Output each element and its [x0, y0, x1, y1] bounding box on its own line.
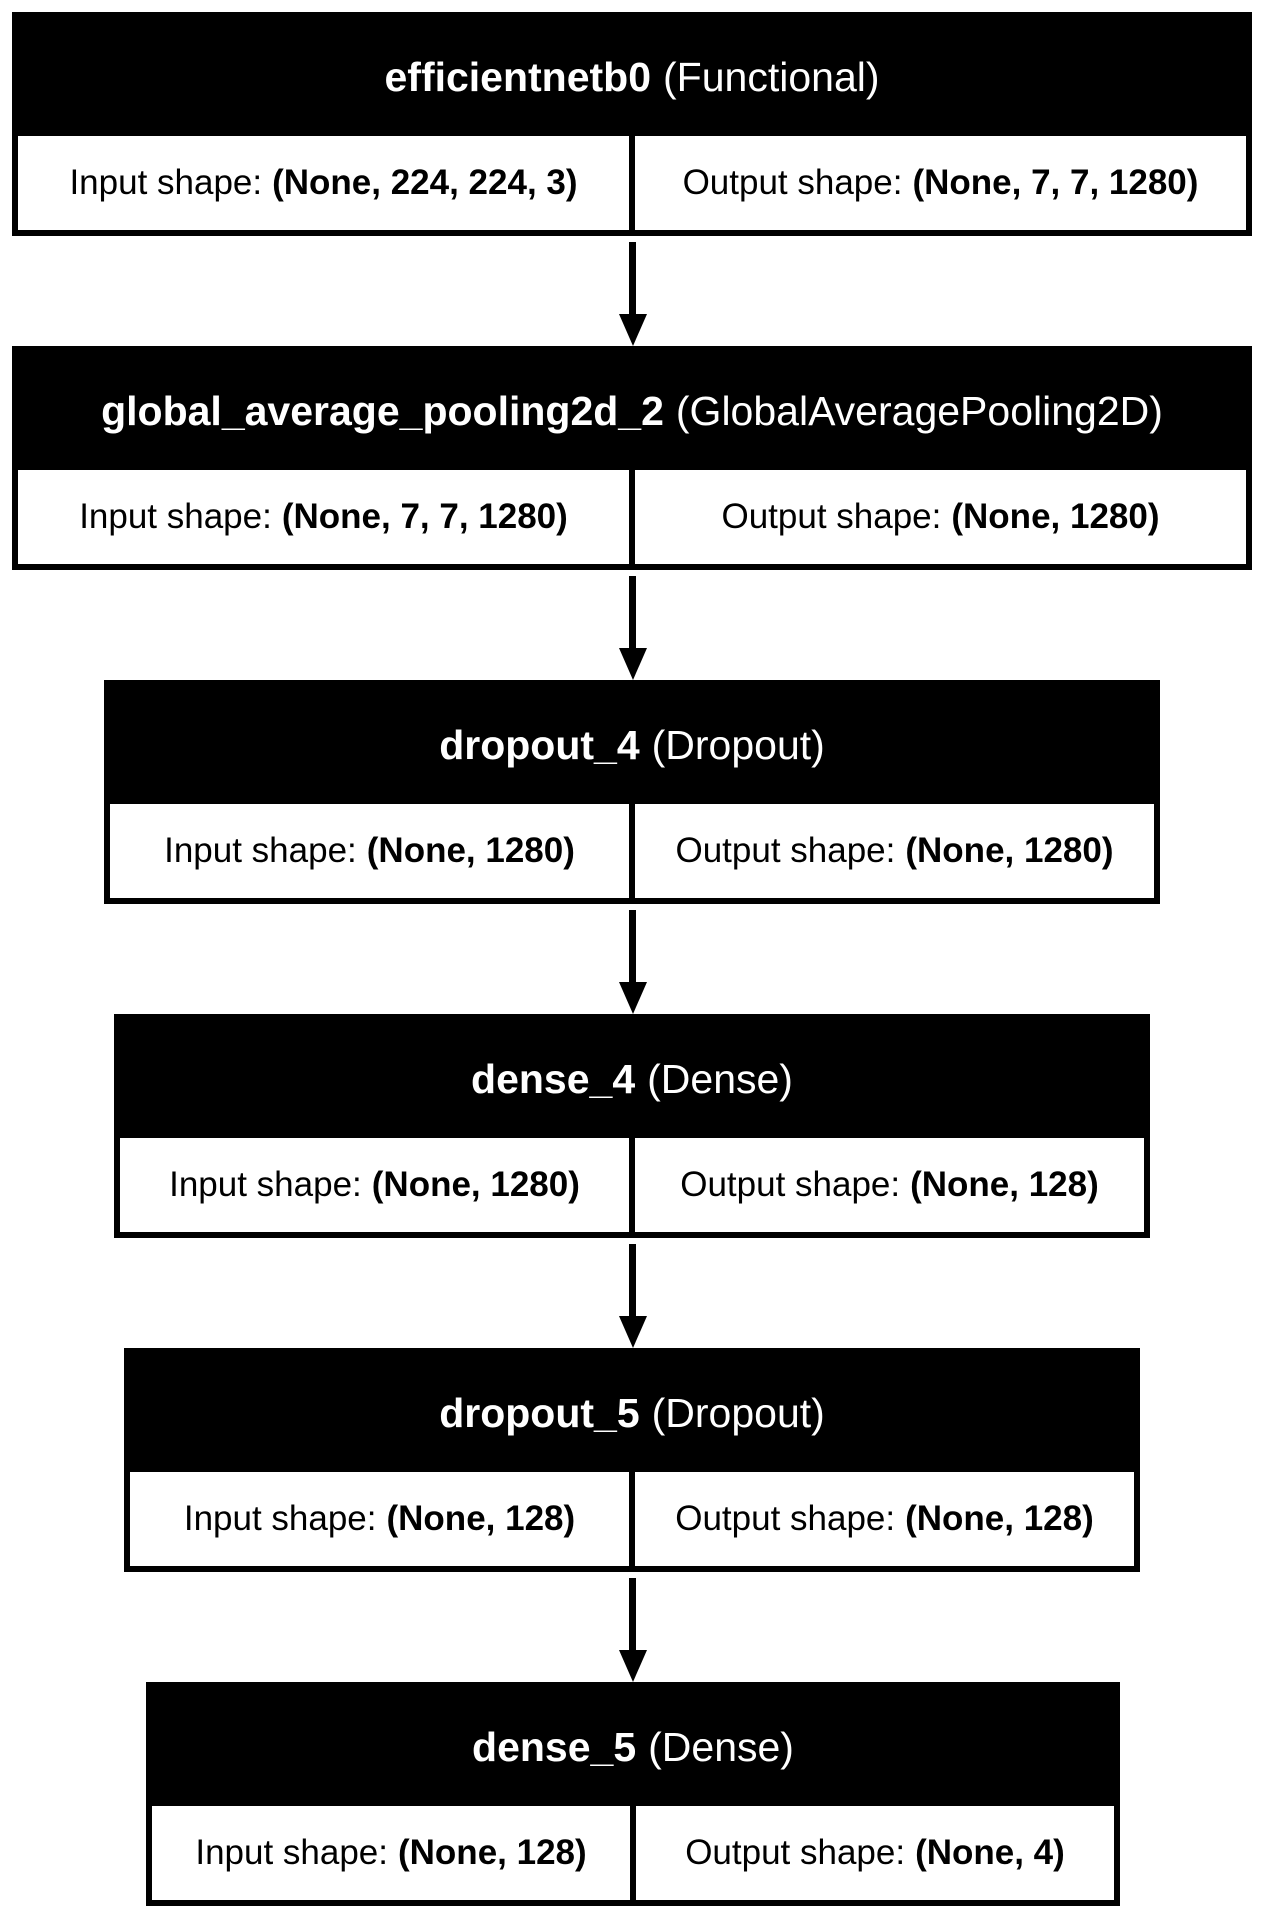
layer-node-efficientnetb0	[12, 12, 1252, 236]
output-shape-label: Output shape:	[675, 1499, 896, 1538]
output-shape-label: Output shape:	[685, 1833, 906, 1872]
layer-type: (Dense)	[647, 1055, 793, 1102]
output-shape-value: (None, 7, 7, 1280)	[912, 163, 1199, 202]
output-shape-label: Output shape:	[675, 831, 896, 870]
input-shape-value: (None, 1280)	[366, 831, 575, 870]
input-shape-cell	[110, 804, 629, 898]
output-shape-cell	[635, 804, 1154, 898]
layer-shapes-row	[120, 1138, 1144, 1232]
connector-line	[629, 242, 636, 316]
layer-node-dropout-4	[104, 680, 1160, 904]
layer-shapes-row	[152, 1806, 1114, 1900]
layer-name: dense_4	[471, 1055, 636, 1102]
layer-shapes-row	[18, 470, 1246, 564]
input-shape-value: (None, 128)	[398, 1833, 587, 1872]
layer-name: efficientnetb0	[384, 53, 652, 100]
output-shape-label: Output shape:	[682, 163, 903, 202]
connector-line	[629, 1578, 636, 1652]
arrow-down-icon	[619, 648, 647, 680]
input-shape-label: Input shape:	[79, 497, 272, 536]
input-shape-cell	[120, 1138, 629, 1232]
layer-header	[110, 686, 1154, 804]
input-shape-cell	[130, 1472, 629, 1566]
output-shape-value: (None, 1280)	[905, 831, 1114, 870]
arrow-down-icon	[619, 1650, 647, 1682]
connector-line	[629, 1244, 636, 1318]
layer-node-dense-5	[146, 1682, 1120, 1906]
layer-node-global-average-pooling2d-2	[12, 346, 1252, 570]
layer-type: (Dropout)	[651, 1389, 825, 1436]
layer-name: dropout_5	[439, 1389, 640, 1436]
layer-node-dense-4	[114, 1014, 1150, 1238]
output-shape-cell	[635, 1138, 1144, 1232]
layer-type: (Functional)	[663, 53, 880, 100]
input-shape-cell	[18, 470, 629, 564]
layer-node-dropout-5	[124, 1348, 1140, 1572]
layer-type: (Dense)	[648, 1723, 794, 1770]
output-shape-label: Output shape:	[721, 497, 942, 536]
layer-type: (GlobalAveragePooling2D)	[675, 387, 1163, 434]
input-shape-label: Input shape:	[169, 1165, 362, 1204]
output-shape-cell	[636, 1806, 1114, 1900]
layer-shapes-row	[130, 1472, 1134, 1566]
connector-line	[629, 910, 636, 984]
output-shape-cell	[635, 1472, 1134, 1566]
output-shape-label: Output shape:	[680, 1165, 901, 1204]
layer-name: dropout_4	[439, 721, 640, 768]
input-shape-cell	[18, 136, 629, 230]
arrow-down-icon	[619, 982, 647, 1014]
layer-header	[120, 1020, 1144, 1138]
input-shape-label: Input shape:	[69, 163, 263, 202]
output-shape-value: (None, 128)	[910, 1165, 1099, 1204]
layer-header	[18, 18, 1246, 136]
layer-header	[18, 352, 1246, 470]
layer-header	[152, 1688, 1114, 1806]
input-shape-value: (None, 7, 7, 1280)	[281, 497, 568, 536]
layer-name: global_average_pooling2d_2	[101, 387, 664, 434]
input-shape-value: (None, 128)	[386, 1499, 576, 1538]
output-shape-cell	[635, 470, 1246, 564]
output-shape-cell	[635, 136, 1246, 230]
input-shape-label: Input shape:	[195, 1833, 388, 1872]
input-shape-value: (None, 224, 224, 3)	[272, 163, 578, 202]
layer-shapes-row	[18, 136, 1246, 230]
input-shape-value: (None, 1280)	[371, 1165, 580, 1204]
layer-name: dense_5	[472, 1723, 637, 1770]
layer-header	[130, 1354, 1134, 1472]
connector-line	[629, 576, 636, 650]
output-shape-value: (None, 4)	[915, 1833, 1065, 1872]
input-shape-cell	[152, 1806, 630, 1900]
layer-shapes-row	[110, 804, 1154, 898]
arrow-down-icon	[619, 314, 647, 346]
input-shape-label: Input shape:	[183, 1499, 377, 1538]
output-shape-value: (None, 1280)	[951, 497, 1160, 536]
arrow-down-icon	[619, 1316, 647, 1348]
input-shape-label: Input shape:	[164, 831, 357, 870]
layer-type: (Dropout)	[651, 721, 825, 768]
output-shape-value: (None, 128)	[905, 1499, 1094, 1538]
